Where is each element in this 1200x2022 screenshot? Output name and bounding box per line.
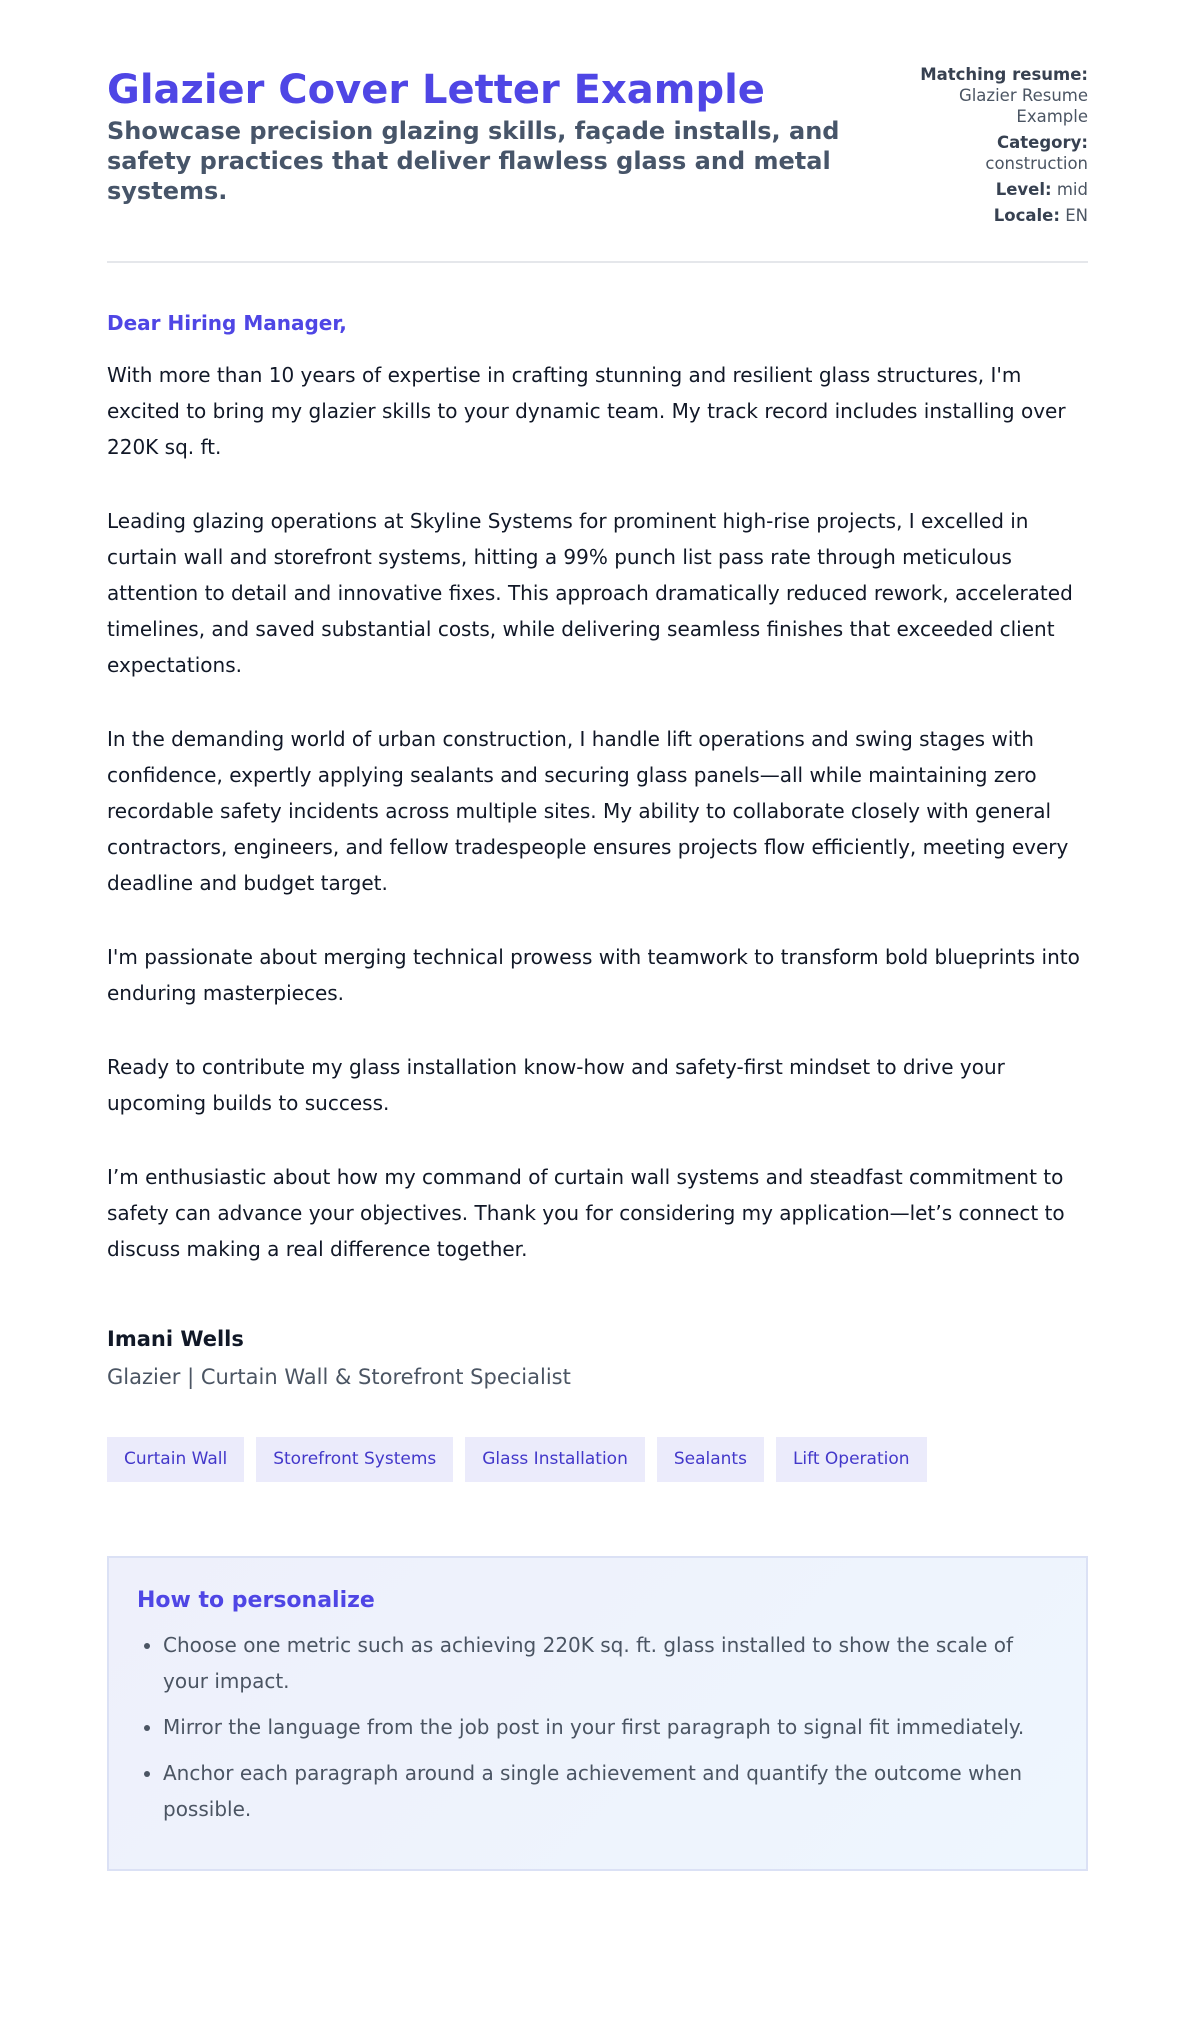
meta-level <box>898 179 1088 200</box>
letter-paragraph: Ready to contribute my glass installation know-how and safety-first mindset to drive your upcoming builds to success. <box>107 1055 1005 1115</box>
letter-paragraph: In the demanding world of urban construction, I handle lift operations and swing stages with confidence, expertly applying sealants and securing glass panels—all while maintaining zero recordable safety incidents across multiple sites. My ability to collaborate closely with general contractors, engineers, and fellow tradespeople ensures projects flow efficiently, meeting every deadline and budget target. <box>107 727 1069 895</box>
meta-label: Locale: <box>993 206 1060 225</box>
page-subtitle: Showcase precision glazing skills, façade installs, and safety practices that deliver flawless glass and metal systems. <box>107 117 840 205</box>
greeting: Dear Hiring Manager, <box>107 311 347 335</box>
tip-item: • Mirror the language from the job post in your first paragraph to signal fit immediately. <box>163 1709 1058 1745</box>
meta-value: construction <box>985 154 1088 173</box>
personalize-tips-box <box>107 1556 1088 1871</box>
signature <box>107 1327 1088 1389</box>
skill-tag: Lift Operation <box>776 1437 927 1482</box>
page-title: Glazier Cover Letter Example <box>107 67 765 113</box>
meta-label: Matching resume: <box>920 65 1088 84</box>
letter-paragraph: Leading glazing operations at Skyline Systems for prominent high-rise projects, I excelled in curtain wall and storefront systems, hitting a 99% punch list pass rate through meticulous attention to detail and innovative fixes. This approach dramatically reduced rework, accelerated timelines, and saved substantial costs, while delivering seamless finishes that exceeded client expectations. <box>107 509 1073 677</box>
tip-item: • Choose one metric such as achieving 220K sq. ft. glass installed to show the scale of your impact. <box>163 1627 1058 1699</box>
meta-panel <box>898 64 1088 231</box>
skill-tag: Sealants <box>657 1437 764 1482</box>
meta-matching-resume <box>898 64 1088 127</box>
meta-locale <box>898 205 1088 226</box>
meta-value: EN <box>1065 206 1088 225</box>
tips-heading: How to personalize <box>137 1588 375 1613</box>
letter-paragraph: I'm passionate about merging technical prowess with teamwork to transform bold blueprints into enduring masterpieces. <box>107 945 1080 1005</box>
signature-name: Imani Wells <box>107 1327 244 1351</box>
skill-tag: Storefront Systems <box>256 1437 453 1482</box>
skill-tags <box>107 1437 1088 1482</box>
meta-value: Glazier Resume Example <box>958 86 1088 126</box>
meta-label: Category: <box>997 133 1088 152</box>
meta-label: Level: <box>995 180 1052 199</box>
letter-paragraph: With more than 10 years of expertise in crafting stunning and resilient glass structures, I'm excited to bring my glazier skills to your dynamic team. My track record includes installing over 220K sq. ft. <box>107 363 1066 459</box>
page-header <box>107 64 1088 263</box>
skill-tag: Glass Installation <box>465 1437 645 1482</box>
tips-list <box>137 1627 1058 1827</box>
skill-tag: Curtain Wall <box>107 1437 244 1482</box>
title-block <box>107 64 867 206</box>
signature-title: Glazier | Curtain Wall & Storefront Specialist <box>107 1365 571 1389</box>
cover-letter-page <box>107 0 1088 1871</box>
meta-category <box>898 132 1088 174</box>
tip-item: • Anchor each paragraph around a single achievement and quantify the outcome when possible. <box>163 1755 1058 1827</box>
letter-paragraph: I’m enthusiastic about how my command of curtain wall systems and steadfast commitment to safety can advance your objectives. Thank you for considering my application—let’s connect to discuss making a real difference together. <box>107 1165 1065 1261</box>
meta-value: mid <box>1056 180 1088 199</box>
